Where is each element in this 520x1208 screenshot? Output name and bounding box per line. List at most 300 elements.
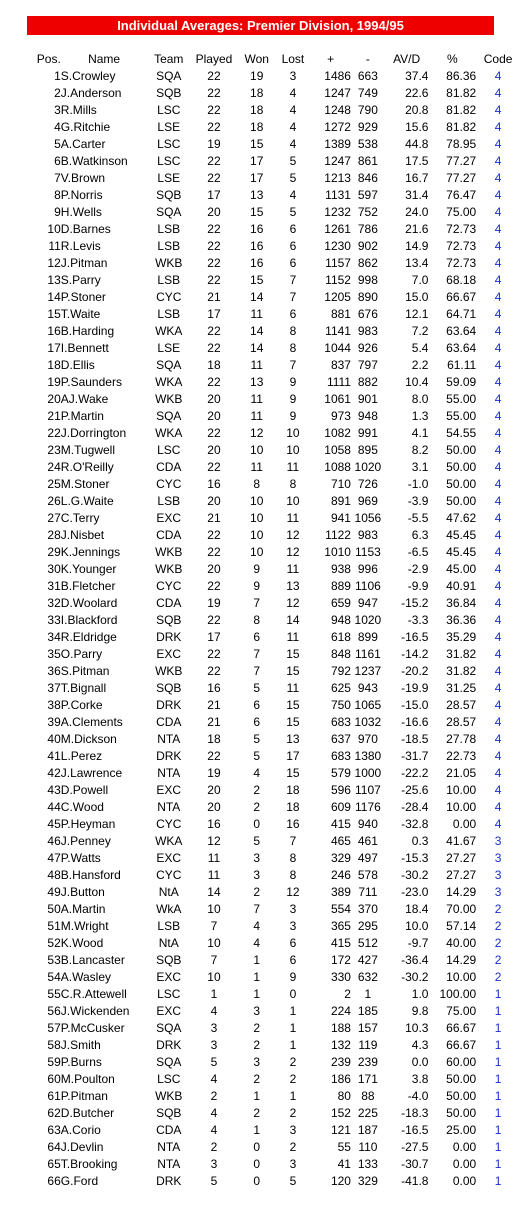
average-diff-cell: 20.8 (405, 103, 429, 117)
position-cell: 29 (47, 545, 61, 559)
average-diff-cell: -18.3 (401, 1106, 429, 1120)
points-against-cell: 926 (357, 341, 378, 355)
position-cell: 47 (47, 851, 61, 865)
name-cell: J.Anderson (60, 86, 122, 100)
points-for-cell: 659 (330, 596, 351, 610)
name-cell: T.Brooking (60, 1157, 118, 1171)
played-cell: 22 (207, 341, 221, 355)
name-cell: R.Mills (60, 103, 97, 117)
name-cell: D.Woolard (60, 596, 118, 610)
win-percent-cell: 50.00 (446, 443, 477, 457)
played-cell: 22 (207, 222, 221, 236)
points-against-cell: 711 (358, 885, 378, 899)
won-cell: 9 (253, 579, 261, 593)
win-percent-cell: 27.27 (446, 851, 477, 865)
points-for-cell: 1213 (324, 171, 351, 185)
position-cell: 24 (47, 460, 61, 474)
win-percent-cell: 72.73 (446, 222, 477, 236)
average-diff-cell: 12.1 (405, 307, 429, 321)
name-cell: J.Smith (60, 1038, 101, 1052)
points-against-cell: 1032 (354, 715, 382, 729)
name-cell: G.Ford (60, 1174, 99, 1188)
code-cell: 4 (494, 766, 502, 780)
position-cell: 21 (47, 409, 61, 423)
win-percent-cell: 45.45 (446, 545, 477, 559)
won-cell: 19 (250, 69, 264, 83)
code-cell: 4 (494, 120, 502, 134)
won-cell: 7 (253, 664, 261, 678)
code-cell: 4 (494, 443, 502, 457)
code-cell: 4 (494, 426, 502, 440)
points-for-cell: 465 (330, 834, 351, 848)
team-cell: LSB (157, 307, 181, 321)
win-percent-cell: 50.00 (446, 1072, 477, 1086)
average-diff-cell: -16.6 (401, 715, 429, 729)
lost-cell: 10 (286, 443, 300, 457)
points-against-cell: 983 (357, 528, 378, 542)
code-cell: 4 (494, 596, 502, 610)
code-cell: 4 (494, 409, 502, 423)
team-cell: LSB (157, 239, 181, 253)
code-cell: 4 (494, 86, 502, 100)
points-for-cell: 415 (330, 817, 351, 831)
position-cell: 11 (48, 239, 61, 253)
won-cell: 2 (253, 1106, 261, 1120)
win-percent-cell: 59.09 (446, 375, 477, 389)
table-row (27, 714, 520, 731)
name-cell: C.Wood (60, 800, 104, 814)
average-diff-cell: 10.4 (405, 375, 429, 389)
played-cell: 20 (207, 494, 221, 508)
played-cell: 22 (207, 528, 221, 542)
average-diff-cell: -23.0 (401, 885, 429, 899)
lost-cell: 5 (289, 205, 297, 219)
played-cell: 4 (210, 1106, 218, 1120)
table-row (27, 238, 520, 255)
name-cell: R.Eldridge (60, 630, 117, 644)
played-cell: 22 (207, 545, 221, 559)
team-cell: DRK (156, 698, 182, 712)
played-cell: 22 (207, 103, 221, 117)
won-cell: 11 (250, 460, 263, 474)
average-diff-cell: -3.9 (407, 494, 429, 508)
code-cell: 1 (494, 1021, 502, 1035)
team-cell: SQB (156, 188, 182, 202)
played-cell: 22 (207, 256, 221, 270)
played-cell: 22 (207, 239, 221, 253)
position-cell: 10 (47, 222, 61, 236)
won-cell: 11 (250, 307, 263, 321)
average-diff-cell: -36.4 (401, 953, 429, 967)
played-cell: 19 (207, 766, 221, 780)
code-cell: 4 (494, 613, 502, 627)
position-cell: 50 (47, 902, 61, 916)
won-cell: 3 (253, 868, 261, 882)
name-cell: A.Clements (60, 715, 123, 729)
table-row (27, 663, 520, 680)
average-diff-cell: -15.2 (401, 596, 429, 610)
average-diff-cell: 15.6 (405, 120, 429, 134)
lost-cell: 13 (286, 579, 300, 593)
points-against-cell: 749 (357, 86, 378, 100)
lost-cell: 11 (286, 562, 300, 576)
code-cell: 4 (494, 358, 502, 372)
table-row (27, 544, 520, 561)
team-cell: WKB (155, 256, 183, 270)
code-cell: 3 (494, 868, 502, 882)
average-diff-cell: -9.7 (407, 936, 429, 950)
team-cell: CYC (156, 290, 182, 304)
team-cell: SQB (156, 613, 182, 627)
table-row (27, 731, 520, 748)
won-cell: 16 (250, 222, 264, 236)
played-cell: 21 (207, 698, 221, 712)
position-cell: 7 (54, 171, 61, 185)
lost-cell: 6 (289, 222, 297, 236)
code-cell: 4 (494, 375, 502, 389)
name-cell: L.G.Waite (60, 494, 114, 508)
points-against-cell: 1161 (354, 647, 381, 661)
win-percent-cell: 0.00 (452, 817, 477, 831)
name-cell: O.Parry (60, 647, 103, 661)
average-diff-cell: -16.5 (401, 630, 429, 644)
played-cell: 4 (210, 1004, 218, 1018)
win-percent-cell: 10.00 (446, 783, 477, 797)
lost-cell: 17 (286, 749, 300, 763)
name-cell: S.Pitman (60, 664, 110, 678)
lost-cell: 6 (289, 953, 297, 967)
name-cell: S.Crowley (60, 69, 116, 83)
position-cell: 28 (47, 528, 61, 542)
table-row (27, 459, 520, 476)
table-row (27, 221, 520, 238)
table-row (27, 799, 520, 816)
average-diff-cell: -9.9 (407, 579, 429, 593)
played-cell: 22 (207, 749, 221, 763)
played-cell: 20 (207, 443, 221, 457)
table-row (27, 1020, 520, 1037)
table-row (27, 289, 520, 306)
points-for-cell: 1131 (325, 188, 351, 202)
average-diff-cell: 9.8 (411, 1004, 429, 1018)
win-percent-cell: 81.82 (446, 86, 477, 100)
points-for-cell: 1122 (325, 528, 351, 542)
played-cell: 17 (207, 188, 221, 202)
table-row (27, 850, 520, 867)
team-cell: LSE (157, 171, 181, 185)
position-cell: 15 (47, 307, 61, 321)
average-diff-cell: -25.6 (401, 783, 429, 797)
team-cell: DRK (156, 1038, 182, 1052)
won-cell: 15 (250, 205, 264, 219)
team-cell: LSC (157, 443, 181, 457)
position-cell: 58 (47, 1038, 61, 1052)
win-percent-cell: 14.29 (446, 953, 477, 967)
code-cell: 4 (494, 222, 502, 236)
points-against-cell: 943 (357, 681, 378, 695)
points-for-cell: 683 (330, 715, 351, 729)
position-cell: 65 (47, 1157, 61, 1171)
name-cell: P.Burns (60, 1055, 102, 1069)
won-cell: 4 (253, 936, 261, 950)
code-cell: 4 (494, 137, 502, 151)
won-cell: 17 (250, 171, 264, 185)
table-row (27, 510, 520, 527)
code-cell: 4 (494, 579, 502, 593)
points-for-cell: 750 (330, 698, 351, 712)
played-cell: 22 (207, 460, 221, 474)
points-against-cell: 239 (357, 1055, 378, 1069)
win-percent-cell: 61.11 (447, 358, 477, 372)
average-diff-cell: 7.2 (411, 324, 429, 338)
lost-cell: 15 (286, 664, 300, 678)
code-cell: 1 (494, 1089, 502, 1103)
table-row (27, 357, 520, 374)
code-cell: 3 (494, 851, 502, 865)
code-cell: 4 (494, 749, 502, 763)
played-cell: 18 (207, 358, 221, 372)
points-for-cell: 1058 (324, 443, 351, 457)
win-percent-cell: 40.91 (446, 579, 477, 593)
position-cell: 26 (47, 494, 61, 508)
played-cell: 22 (207, 120, 221, 134)
win-percent-cell: 75.00 (446, 205, 477, 219)
points-against-cell: 991 (357, 426, 378, 440)
points-against-cell: 632 (357, 970, 378, 984)
played-cell: 18 (207, 732, 221, 746)
points-against-cell: 578 (357, 868, 378, 882)
won-cell: 10 (250, 494, 264, 508)
team-cell: EXC (156, 783, 182, 797)
team-cell: CDA (156, 596, 182, 610)
won-cell: 14 (250, 290, 264, 304)
points-against-cell: 512 (357, 936, 378, 950)
average-diff-cell: 21.6 (405, 222, 429, 236)
position-cell: 59 (47, 1055, 61, 1069)
points-against-cell: 786 (357, 222, 378, 236)
header-name: Name (88, 52, 121, 66)
played-cell: 16 (207, 681, 221, 695)
played-cell: 10 (207, 970, 221, 984)
header-avd: AV/D (393, 52, 421, 66)
table-row (27, 136, 520, 153)
table-row (27, 102, 520, 119)
table-row (27, 833, 520, 850)
position-cell: 1 (54, 69, 61, 83)
team-cell: WKB (155, 392, 183, 406)
code-cell: 4 (494, 698, 502, 712)
name-cell: J.Lawrence (60, 766, 123, 780)
team-cell: CYC (156, 868, 182, 882)
table-row (27, 408, 520, 425)
name-cell: P.Saunders (60, 375, 122, 389)
average-diff-cell: -22.2 (401, 766, 429, 780)
played-cell: 22 (207, 613, 221, 627)
average-diff-cell: 3.1 (411, 460, 429, 474)
lost-cell: 4 (289, 188, 297, 202)
table-row (27, 680, 520, 697)
win-percent-cell: 47.62 (446, 511, 477, 525)
won-cell: 14 (250, 324, 264, 338)
average-diff-cell: 3.8 (411, 1072, 429, 1086)
lost-cell: 4 (289, 137, 297, 151)
win-percent-cell: 36.84 (446, 596, 477, 610)
team-cell: EXC (156, 647, 182, 661)
points-for-cell: 188 (330, 1021, 351, 1035)
lost-cell: 3 (289, 1123, 297, 1137)
won-cell: 3 (253, 1004, 261, 1018)
code-cell: 1 (494, 1123, 502, 1137)
code-cell: 4 (494, 103, 502, 117)
lost-cell: 8 (289, 851, 297, 865)
win-percent-cell: 60.00 (446, 1055, 477, 1069)
won-cell: 10 (250, 545, 264, 559)
win-percent-cell: 81.82 (446, 120, 477, 134)
name-cell: T.Waite (60, 307, 101, 321)
name-cell: P.McCusker (60, 1021, 125, 1035)
position-cell: 52 (47, 936, 61, 950)
team-cell: LSE (157, 120, 181, 134)
points-for-cell: 609 (330, 800, 351, 814)
won-cell: 8 (253, 613, 261, 627)
position-cell: 66 (47, 1174, 61, 1188)
points-for-cell: 415 (330, 936, 351, 950)
code-cell: 4 (494, 273, 502, 287)
points-for-cell: 1157 (325, 256, 351, 270)
average-diff-cell: 1.3 (411, 409, 429, 423)
position-cell: 64 (47, 1140, 61, 1154)
name-cell: B.Hansford (60, 868, 121, 882)
average-diff-cell: -32.8 (401, 817, 429, 831)
played-cell: 19 (207, 596, 221, 610)
code-cell: 4 (494, 562, 502, 576)
played-cell: 4 (210, 1072, 218, 1086)
played-cell: 22 (207, 647, 221, 661)
code-cell: 3 (494, 834, 502, 848)
position-cell: 33 (47, 613, 61, 627)
lost-cell: 7 (289, 834, 297, 848)
played-cell: 16 (207, 477, 221, 491)
position-cell: 17 (47, 341, 61, 355)
team-cell: CYC (156, 579, 182, 593)
points-for-cell: 837 (330, 358, 351, 372)
average-diff-cell: 10.3 (405, 1021, 429, 1035)
average-diff-cell: -15.0 (401, 698, 429, 712)
position-cell: 39 (47, 715, 61, 729)
team-cell: SQA (156, 69, 182, 83)
points-for-cell: 120 (330, 1174, 351, 1188)
position-cell: 36 (47, 664, 61, 678)
points-for-cell: 365 (330, 919, 351, 933)
name-cell: M.Stoner (60, 477, 110, 491)
played-cell: 10 (207, 936, 221, 950)
code-cell: 4 (494, 817, 502, 831)
points-for-cell: 1247 (324, 86, 351, 100)
name-cell: K.Younger (60, 562, 117, 576)
played-cell: 12 (207, 834, 221, 848)
points-for-cell: 329 (330, 851, 351, 865)
team-cell: LSB (157, 494, 181, 508)
name-cell: P.Watts (60, 851, 101, 865)
code-cell: 4 (494, 341, 502, 355)
points-against-cell: 1 (364, 987, 372, 1001)
name-cell: A.Martin (60, 902, 106, 916)
team-cell: CDA (156, 460, 182, 474)
points-for-cell: 246 (330, 868, 351, 882)
points-for-cell: 554 (330, 902, 351, 916)
points-for-cell: 1141 (325, 324, 351, 338)
averages-table (27, 51, 520, 1190)
points-against-cell: 171 (357, 1072, 378, 1086)
lost-cell: 4 (289, 86, 297, 100)
points-for-cell: 579 (330, 766, 351, 780)
won-cell: 3 (253, 851, 261, 865)
points-for-cell: 172 (330, 953, 351, 967)
win-percent-cell: 28.57 (446, 715, 477, 729)
page-title: Individual Averages: Premier Division, 1994/95 (27, 16, 494, 35)
points-for-cell: 132 (330, 1038, 351, 1052)
win-percent-cell: 50.00 (446, 460, 477, 474)
average-diff-cell: 37.4 (405, 69, 429, 83)
win-percent-cell: 40.00 (446, 936, 477, 950)
team-cell: DRK (156, 749, 182, 763)
team-cell: DRK (156, 630, 182, 644)
team-cell: EXC (156, 1004, 182, 1018)
table-row (27, 748, 520, 765)
played-cell: 20 (207, 409, 221, 423)
won-cell: 7 (253, 596, 261, 610)
points-against-cell: 1020 (354, 613, 382, 627)
win-percent-cell: 55.00 (446, 392, 477, 406)
average-diff-cell: 8.2 (411, 443, 429, 457)
header-lost: Lost (281, 52, 305, 66)
win-percent-cell: 50.00 (446, 1089, 477, 1103)
code-cell: 4 (494, 324, 502, 338)
code-cell: 4 (494, 715, 502, 729)
team-cell: WKB (155, 562, 183, 576)
code-cell: 4 (494, 630, 502, 644)
position-cell: 35 (47, 647, 61, 661)
average-diff-cell: 0.3 (411, 834, 429, 848)
name-cell: A.Wasley (60, 970, 112, 984)
points-for-cell: 938 (330, 562, 351, 576)
points-for-cell: 891 (330, 494, 351, 508)
average-diff-cell: -6.5 (407, 545, 429, 559)
position-cell: 16 (47, 324, 61, 338)
team-cell: SQB (156, 681, 182, 695)
points-for-cell: 1486 (324, 69, 351, 83)
lost-cell: 9 (289, 409, 297, 423)
points-for-cell: 848 (330, 647, 351, 661)
win-percent-cell: 0.00 (452, 1157, 477, 1171)
team-cell: SQB (156, 953, 182, 967)
table-row (27, 1173, 520, 1190)
points-for-cell: 239 (330, 1055, 351, 1069)
name-cell: R.O'Reilly (60, 460, 114, 474)
won-cell: 18 (250, 86, 264, 100)
win-percent-cell: 76.47 (446, 188, 477, 202)
average-diff-cell: 44.8 (405, 137, 429, 151)
points-against-cell: 996 (357, 562, 378, 576)
header-played: Played (195, 52, 233, 66)
points-against-cell: 846 (357, 171, 378, 185)
code-cell: 2 (494, 953, 502, 967)
won-cell: 5 (253, 834, 261, 848)
team-cell: SQA (156, 205, 182, 219)
won-cell: 0 (253, 1157, 261, 1171)
position-cell: 49 (47, 885, 61, 899)
played-cell: 2 (210, 1089, 218, 1103)
